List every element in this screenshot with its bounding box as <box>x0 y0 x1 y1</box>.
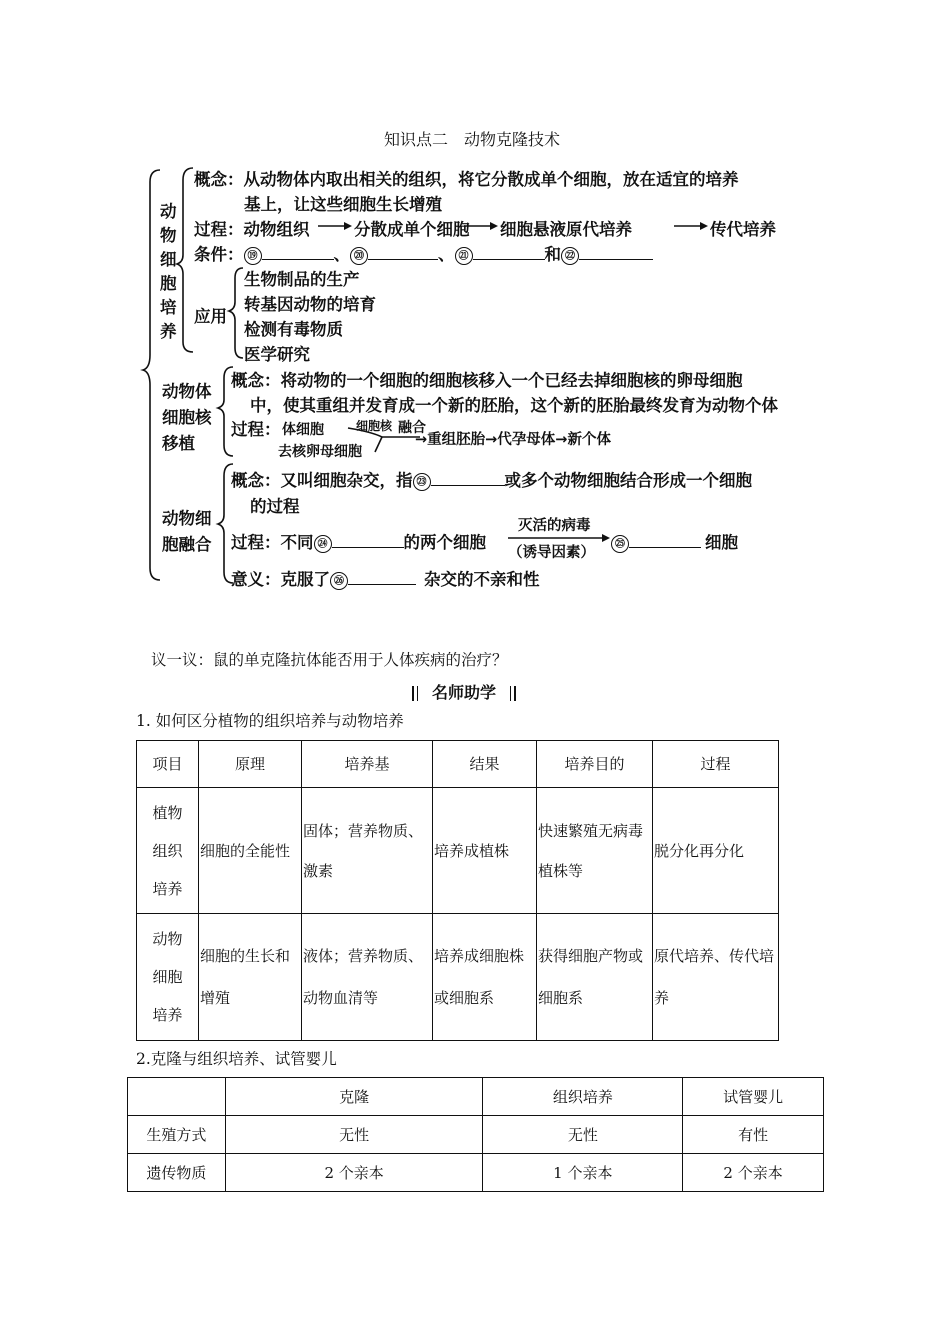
answer-blank <box>629 533 701 548</box>
answer-blank <box>262 245 334 260</box>
blank-number-25: ㉕ <box>611 535 629 553</box>
fusion-process-end <box>611 529 738 553</box>
table-cell <box>137 914 199 1041</box>
culture-process-label: 过程：动物组织 <box>194 220 310 239</box>
transfer-oocyte: 去核卵母细胞 <box>278 444 362 460</box>
culture-step-2: 细胞悬液原代培养 <box>500 220 632 239</box>
table-cell: 细胞的全能性 <box>199 788 302 914</box>
culture-concept-line-2: 基上，让这些细胞生长增殖 <box>244 195 442 214</box>
fusion-meaning-end: 杂交的不亲和性 <box>424 570 540 589</box>
application-item-2: 转基因动物的培育 <box>244 295 376 314</box>
table-cell: 培养成植株 <box>433 788 537 914</box>
table-cell: 脱分化再分化 <box>653 788 779 914</box>
answer-blank <box>473 245 545 260</box>
table-cell: 固体；营养物质、激素 <box>302 788 433 914</box>
table-row <box>128 1154 824 1192</box>
banner-bar-left <box>412 686 418 701</box>
table-cell: 有性 <box>683 1116 824 1154</box>
application-item-4: 医学研究 <box>244 345 310 364</box>
header-cell: 项目 <box>137 741 199 788</box>
culture-step-1: 分散成单个细胞 <box>354 220 470 239</box>
header-cell: 试管婴儿 <box>683 1078 824 1116</box>
application-label: 应用 <box>194 307 227 326</box>
culture-conditions <box>194 241 653 265</box>
application-brace <box>229 268 243 358</box>
table-cell: 细胞的生长和增殖 <box>199 914 302 1041</box>
table-row <box>137 914 779 1041</box>
fusion-group-line-2: 胞融合 <box>162 535 212 554</box>
blank-number-26: ㉖ <box>330 572 348 590</box>
culture-group-label: 动物细胞培养 <box>160 202 177 341</box>
fusion-virus-label: 灭活的病毒 <box>518 518 591 534</box>
banner-title: 名师助学 <box>432 683 497 702</box>
header-cell: 过程 <box>653 741 779 788</box>
conditions-label: 条件： <box>194 245 244 264</box>
header-cell: 结果 <box>433 741 537 788</box>
answer-blank <box>348 570 416 585</box>
diagram-lines <box>0 0 950 600</box>
section-banner <box>412 680 516 703</box>
blank-number-22: ㉒ <box>561 247 579 265</box>
table-cell: 培养成细胞株或细胞系 <box>433 914 537 1041</box>
header-cell: 克隆 <box>225 1078 483 1116</box>
table-cell: 生殖方式 <box>128 1116 226 1154</box>
blank-number-21: ㉑ <box>455 247 473 265</box>
fusion-process-result: 细胞 <box>705 533 738 552</box>
fusion-group-line-1: 动物细 <box>162 509 212 528</box>
fusion-meaning-label: 意义：克服了 <box>231 570 330 589</box>
fusion-process-label: 过程：不同 <box>231 533 314 552</box>
fusion-meaning <box>231 566 540 590</box>
conditions-and: 和 <box>544 245 561 264</box>
answer-blank <box>431 471 505 486</box>
transfer-fuse-label: 融合 <box>398 420 426 436</box>
fusion-concept-line-1 <box>231 467 752 491</box>
header-cell <box>128 1078 226 1116</box>
blank-number-23: ㉓ <box>413 473 431 491</box>
page-title: 知识点二 动物克隆技术 <box>384 130 561 149</box>
outer-brace <box>143 170 160 580</box>
blank-number-24: ㉔ <box>314 535 332 553</box>
table-cell: 遗传物质 <box>128 1154 226 1192</box>
header-cell: 组织培养 <box>483 1078 683 1116</box>
culture-step-3: 传代培养 <box>710 220 776 239</box>
conditions-separator-1: 、 <box>333 245 350 264</box>
transfer-concept-line-2: 中，使其重组并发育成一个新的胚胎，这个新的胚胎最终发育为动物个体 <box>250 396 778 415</box>
section-2-title: 2.克隆与组织培养、试管婴儿 <box>136 1050 337 1068</box>
section-1-title: 1. 如何区分植物的组织培养与动物培养 <box>136 712 404 730</box>
culture-concept-line-1: 概念：从动物体内取出相关的组织，将它分散成单个细胞，放在适宜的培养 <box>194 170 739 189</box>
table-cell: 原代培养、传代培养 <box>653 914 779 1041</box>
transfer-body-cell: 体细胞 <box>282 422 324 438</box>
header-cell: 培养基 <box>302 741 433 788</box>
banner-bar-right <box>510 686 516 701</box>
application-item-3: 检测有毒物质 <box>244 320 343 339</box>
transfer-concept-line-1: 概念：将动物的一个细胞的细胞核移入一个已经去掉细胞核的卵母细胞 <box>231 371 743 390</box>
comparison-table-2 <box>127 1077 824 1192</box>
table-cell: 无性 <box>225 1116 483 1154</box>
table-cell: 2 个亲本 <box>225 1154 483 1192</box>
transfer-group-line-2: 细胞核 <box>162 408 212 427</box>
discussion-question: 议一议：鼠的单克隆抗体能否用于人体疾病的治疗？ <box>151 651 508 669</box>
transfer-result-chain: →重组胚胎→代孕母体→新个体 <box>415 432 611 448</box>
table-row <box>128 1116 824 1154</box>
table-row <box>137 788 779 914</box>
table-cell: 无性 <box>483 1116 683 1154</box>
table-cell: 快速繁殖无病毒植株等 <box>537 788 653 914</box>
table-cell <box>137 788 199 914</box>
table-header-row <box>137 741 779 788</box>
transfer-process-label: 过程： <box>231 420 281 439</box>
fusion-concept-end: 或多个动物细胞结合形成一个细胞 <box>504 471 752 490</box>
fusion-process-start <box>231 529 486 553</box>
table-cell: 1 个亲本 <box>483 1154 683 1192</box>
table-cell: 2 个亲本 <box>683 1154 824 1192</box>
fusion-concept-start: 概念：又叫细胞杂交，指 <box>231 471 413 490</box>
header-cell: 培养目的 <box>537 741 653 788</box>
transfer-group-line-3: 移植 <box>162 434 195 453</box>
table-cell: 获得细胞产物或细胞系 <box>537 914 653 1041</box>
answer-blank <box>368 245 438 260</box>
comparison-table-1 <box>136 740 779 1041</box>
transfer-nucleus-label: 细胞核 <box>356 419 393 433</box>
answer-blank <box>332 533 404 548</box>
fusion-concept-line-2: 的过程 <box>250 497 300 516</box>
table-header-row <box>128 1078 824 1116</box>
header-cell: 原理 <box>199 741 302 788</box>
cell-text: 植物组织培养 <box>152 803 183 898</box>
fusion-process-cells: 的两个细胞 <box>403 533 486 552</box>
application-item-1: 生物制品的生产 <box>244 270 360 289</box>
blank-number-20: ⑳ <box>350 247 368 265</box>
conditions-separator-2: 、 <box>438 245 455 264</box>
fusion-inducer-label: （诱导因素） <box>508 545 595 561</box>
transfer-group-line-1: 动物体 <box>162 382 212 401</box>
answer-blank <box>579 245 653 260</box>
table-cell: 液体；营养物质、动物血清等 <box>302 914 433 1041</box>
blank-number-19: ⑲ <box>244 247 262 265</box>
cell-text: 动物细胞培养 <box>152 930 183 1024</box>
culture-brace <box>177 168 193 352</box>
